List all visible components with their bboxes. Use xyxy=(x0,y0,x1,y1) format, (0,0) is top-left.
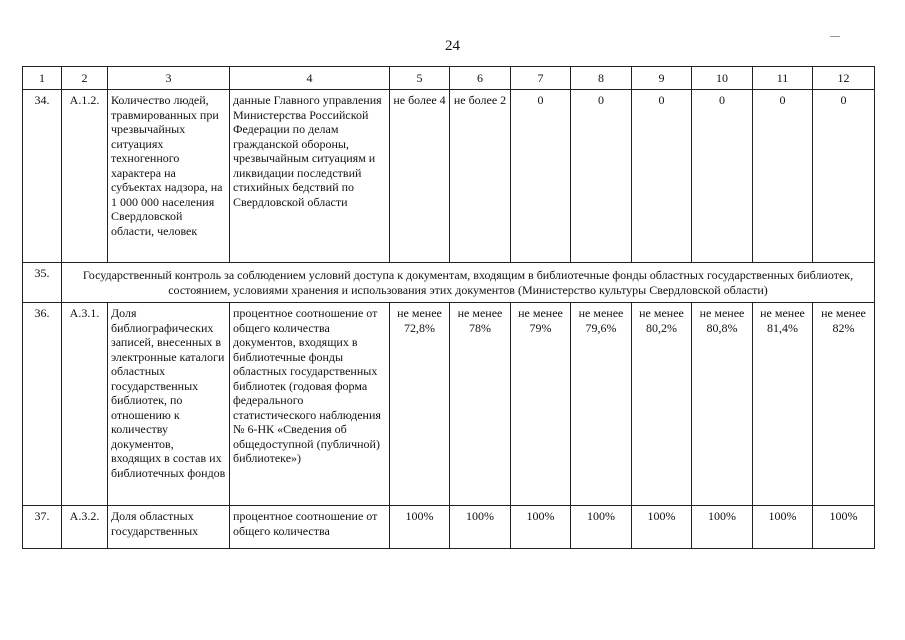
value-cell: 0 xyxy=(753,90,813,263)
row-number: 34. xyxy=(23,90,62,263)
value-cell: не менее 80,8% xyxy=(692,303,753,506)
value-cell: не менее 78% xyxy=(450,303,511,506)
row-code: А.1.2. xyxy=(62,90,108,263)
column-header: 1 xyxy=(23,67,62,90)
indicator-cell: Количество людей, травмированных при чрезвычайных ситуациях техногенного характера на субъектах надзора, на 1 000 000 населения Свердловской области, человек xyxy=(108,90,230,263)
indicator-cell: Доля областных государственных xyxy=(108,506,230,549)
value-cell: не менее 82% xyxy=(813,303,875,506)
value-cell: 100% xyxy=(753,506,813,549)
value-cell: 100% xyxy=(450,506,511,549)
value-cell: не более 4 xyxy=(390,90,450,263)
column-header: 3 xyxy=(108,67,230,90)
scan-mark xyxy=(830,36,840,37)
column-header: 6 xyxy=(450,67,511,90)
value-cell: 100% xyxy=(813,506,875,549)
table-row xyxy=(23,303,875,506)
value-cell: не менее 79% xyxy=(511,303,571,506)
value-cell: не менее 80,2% xyxy=(632,303,692,506)
value-cell: 0 xyxy=(692,90,753,263)
value-cell: не менее 79,6% xyxy=(571,303,632,506)
column-header: 5 xyxy=(390,67,450,90)
column-header: 10 xyxy=(692,67,753,90)
source-cell: данные Главного управления Министерства Российской Федерации по делам гражданской обороны, чрезвычайным ситуациям и ликвидации последствий стихийных бедствий по Свердловской области xyxy=(230,90,390,263)
section-title: Государственный контроль за соблюдением условий доступа к документам, входящим в библиотечные фонды областных государственных библиотек, состоянием, условиями хранения и использования этих документов (Министерство культуры Свердловской области) xyxy=(62,263,875,303)
page-number: 24 xyxy=(445,38,460,54)
value-cell: 0 xyxy=(571,90,632,263)
value-cell: не менее 81,4% xyxy=(753,303,813,506)
table-header-row xyxy=(23,67,875,90)
row-code: А.3.1. xyxy=(62,303,108,506)
column-header: 2 xyxy=(62,67,108,90)
indicator-cell: Доля библиографических записей, внесенных в электронные каталоги областных государственных библиотек, по отношению к количеству документов, входящих в состав их библиотечных фондов xyxy=(108,303,230,506)
column-header: 9 xyxy=(632,67,692,90)
row-code: А.3.2. xyxy=(62,506,108,549)
section-row xyxy=(23,263,875,303)
value-cell: 100% xyxy=(571,506,632,549)
value-cell: 100% xyxy=(632,506,692,549)
value-cell: не менее 72,8% xyxy=(390,303,450,506)
column-header: 12 xyxy=(813,67,875,90)
table-row xyxy=(23,506,875,549)
column-header: 8 xyxy=(571,67,632,90)
value-cell: не более 2 xyxy=(450,90,511,263)
value-cell: 100% xyxy=(390,506,450,549)
column-header: 11 xyxy=(753,67,813,90)
row-number: 35. xyxy=(23,263,62,303)
source-cell: процентное соотношение от общего количества документов, входящих в библиотечные фонды областных государственных библиотек (годовая форма федерального статистического наблюдения № 6-НК «Сведения об общедоступной (публичной) библиотеке») xyxy=(230,303,390,506)
value-cell: 100% xyxy=(692,506,753,549)
value-cell: 100% xyxy=(511,506,571,549)
source-cell: процентное соотношение от общего количества xyxy=(230,506,390,549)
row-number: 36. xyxy=(23,303,62,506)
value-cell: 0 xyxy=(632,90,692,263)
table-row xyxy=(23,90,875,263)
row-number: 37. xyxy=(23,506,62,549)
value-cell: 0 xyxy=(511,90,571,263)
column-header: 4 xyxy=(230,67,390,90)
value-cell: 0 xyxy=(813,90,875,263)
indicators-table xyxy=(22,66,875,549)
column-header: 7 xyxy=(511,67,571,90)
